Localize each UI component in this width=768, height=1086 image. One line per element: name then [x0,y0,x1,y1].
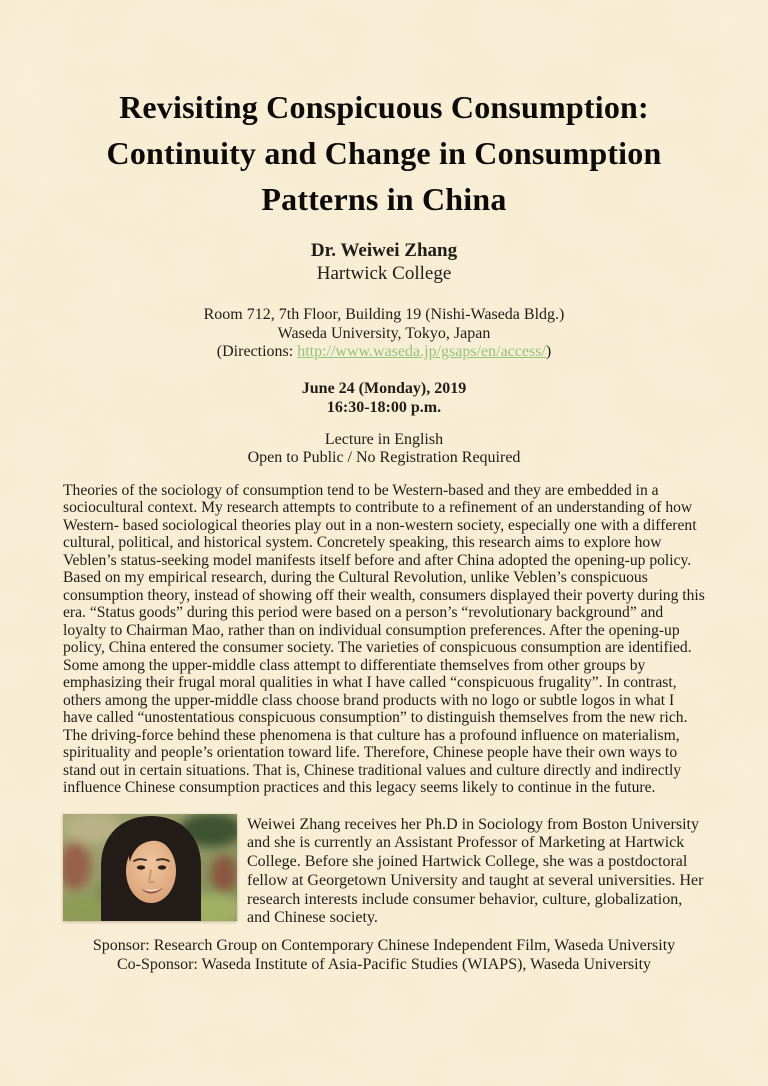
directions-prefix: (Directions: [216,343,298,360]
speaker-name: Dr. Weiwei Zhang [310,240,458,261]
speaker-portrait-photo [63,814,237,921]
directions-line [0,343,768,362]
directions-link[interactable]: http://www.waseda.jp/gsaps/en/access/ [297,343,546,360]
portrait-illustration [63,814,237,921]
sponsors-block [0,937,768,974]
details-block [0,431,768,468]
title-line-3: Patterns in China [261,181,507,217]
lecture-date: June 24 (Monday), 2019 [301,379,467,397]
directions-suffix: ) [545,343,552,360]
page-title [0,84,768,222]
speaker-affiliation: Hartwick College [316,263,452,284]
schedule-block [0,379,768,417]
sponsor-line: Sponsor: Research Group on Contemporary Chinese Independent Film, Waseda University [92,937,676,955]
venue-address-line1: Room 712, 7th Floor, Building 19 (Nishi-Waseda Bldg.) [203,306,565,323]
lecture-time: 16:30-18:00 p.m. [326,398,442,416]
co-sponsor-line: Co-Sponsor: Waseda Institute of Asia-Pacific Studies (WIAPS), Waseda University [116,955,652,973]
lecture-language: Lecture in English [324,430,444,448]
title-line-1: Revisiting Conspicuous Consumption: [119,89,649,125]
admission-note: Open to Public / No Registration Required [247,449,521,466]
abstract-paragraph: Theories of the sociology of consumption tend to be Western-based and they are embedded in a sociocultural context. My research attempts to contribute to a refinement of an understanding of how Western- based sociological theories play out in a non-western society, especially one with a different cultural, political, and historical system. Concretely speaking, this research aims to explore how Veblen’s status-seeking model manifests itself before and after China adopted the opening-up policy. Based on my empirical research, during the Cultural Revolution, unlike Veblen’s conspicuous consumption theory, instead of showing off their wealth, consumers displayed their poverty during this era. “Status goods” during this period were based on a person’s “revolutionary background” and loyalty to Chairman Mao, rather than on individual consumption preferences. After the opening-up policy, China entered the consumer society. The varieties of conspicuous consumption are identified. Some among the upper-middle class attempt to differentiate themselves from other groups by emphasizing their frugal moral qualities in what I have called “conspicuous frugality”. In contrast, others among the upper-middle class choose brand products with no logo or subtle logos in what I have called “unostentatious conspicuous consumption” to distinguish themselves from the new rich. The driving-force behind these phenomena is that culture has a profound influence on materialism, spirituality and people’s orientation toward life. Therefore, Chinese people have their own ways to stand out in certain situations. That is, Chinese traditional values and culture directly and indirectly influence Chinese consumption practices and this legacy seems likely to continue in the future. [63,481,705,796]
title-line-2: Continuity and Change in Consumption [106,135,662,171]
speaker-block [0,239,768,285]
bio-section [63,814,705,929]
venue-address-line2: Waseda University, Tokyo, Japan [277,324,491,342]
bio-paragraph: Weiwei Zhang receives her Ph.D in Sociology from Boston University and she is currently an Assistant Professor of Marketing at Hartwick College. Before she joined Hartwick College, she was a postdoctoral fellow at Georgetown University and taught at several universities. Her research interests include consumer behavior, culture, globalization, and Chinese society. [247,815,704,927]
venue-block [0,306,768,362]
